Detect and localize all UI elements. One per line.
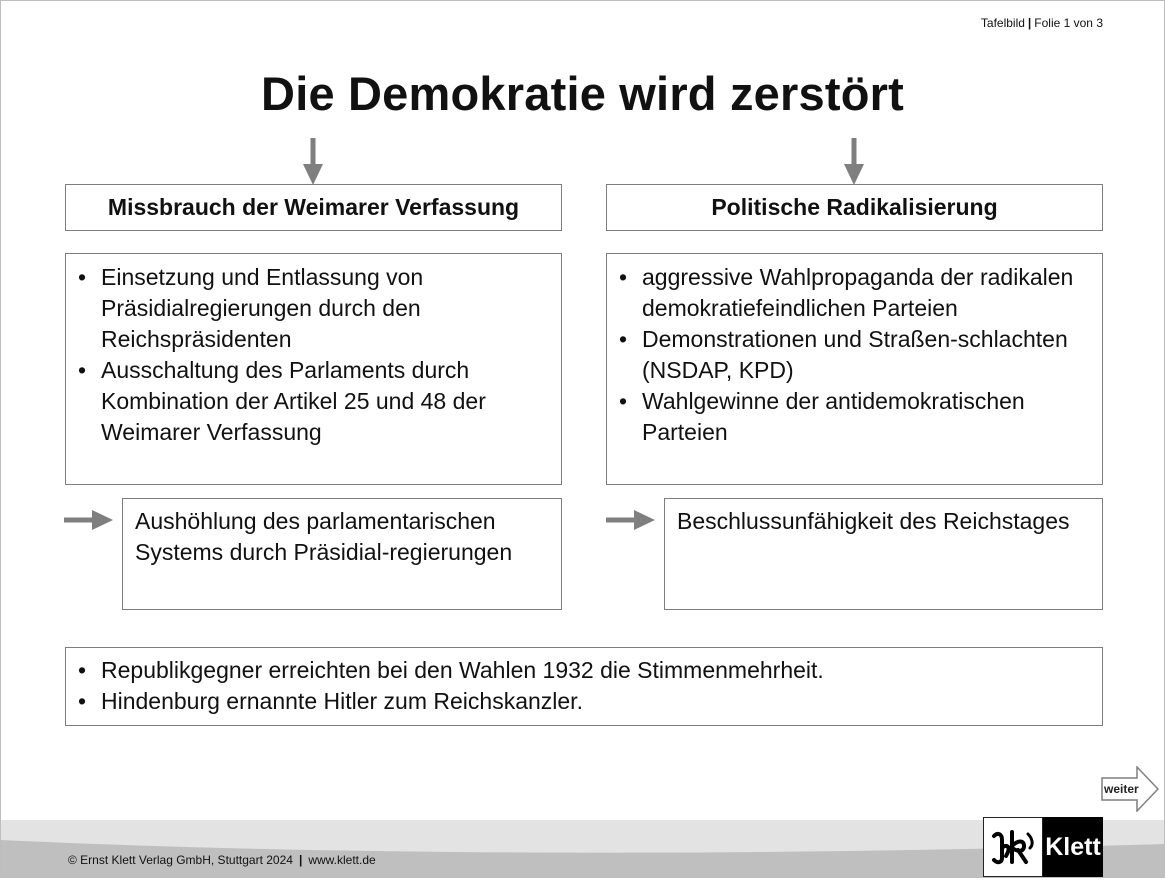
right-heading-box [606,184,1103,231]
tafelbild-label: Tafelbild [980,16,1025,30]
down-arrow-icon [842,138,866,186]
right-arrow-icon [64,509,114,531]
right-causes-box [606,253,1103,485]
list-item: • Wahlgewinne der antidemokratischen Parteien [607,386,1088,448]
list-item: • Republikgegner erreichten bei den Wahlen 1932 die Stimmenmehrheit. [66,655,1102,686]
footer [68,853,376,867]
klett-emblem-icon [983,817,1043,877]
conclusion-box [65,647,1103,726]
left-result-box [122,498,562,610]
right-arrow-icon [606,509,656,531]
slide-meta [981,16,1103,30]
right-result-box [664,498,1103,610]
klett-wordmark: Klett [1043,817,1103,877]
list-item: • Hindenburg ernannte Hitler zum Reichskanzler. [66,686,1102,717]
right-result-text: Beschlussunfähigkeit des Reichstages [677,508,1070,534]
meta-separator: | [1027,16,1032,30]
down-arrow-icon [301,138,325,186]
page-title: Die Demokratie wird zerstört [261,67,904,120]
klett-logo [983,817,1103,877]
next-slide-label[interactable]: weiter [1104,782,1139,796]
list-item: • Ausschaltung des Parlaments durch Kombination der Artikel 25 und 48 der Weimarer Verfassung [66,355,541,448]
footer-separator: | [298,853,303,867]
footer-copyright: © Ernst Klett Verlag GmbH, Stuttgart 2024 [68,853,293,867]
left-heading-box [65,184,562,231]
left-heading: Missbrauch der Weimarer Verfassung [107,194,520,220]
list-item: • Demonstrationen und Straßen-schlachten (NSDAP, KPD) [607,324,1088,386]
left-result-text: Aushöhlung des parlamentarischen Systems durch Präsidial-regierungen [135,508,513,565]
slide-counter: Folie 1 von 3 [1034,16,1103,30]
left-causes-box [65,253,562,485]
right-heading: Politische Radikalisierung [711,194,998,220]
list-item: • Einsetzung und Entlassung von Präsidialregierungen durch den Reichspräsidenten [66,262,541,355]
footer-url[interactable]: www.klett.de [308,853,376,867]
list-item: • aggressive Wahlpropaganda der radikalen demokratiefeindlichen Parteien [607,262,1088,324]
